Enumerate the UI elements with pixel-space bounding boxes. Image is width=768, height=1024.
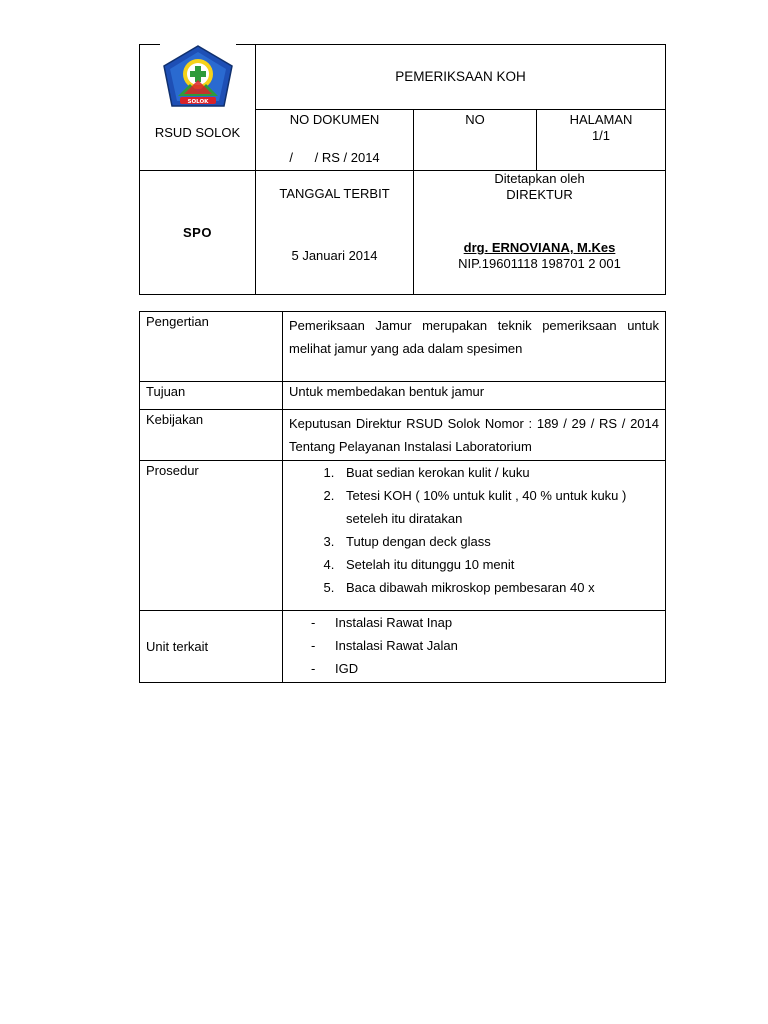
list-item [289,611,659,634]
table-row [140,410,666,461]
pengertian-label: Pengertian [140,312,283,382]
approved-by-role: DIREKTUR [506,186,573,202]
doc-number-cell [256,110,414,171]
issue-date-value: 5 Januari 2014 [291,247,378,263]
institution-name: RSUD SOLOK [154,125,241,140]
prosedur-steps [289,461,659,599]
bullet-dash: - [311,615,316,630]
kebijakan-text: Keputusan Direktur RSUD Solok Nomor : 189 / 29 / RS / 2014 Tentang Pelayanan Instalasi Laboratorium [283,410,666,461]
approval-cell [414,171,666,295]
bullet-dash: - [311,638,316,653]
table-row [140,611,666,683]
unit-name: Instalasi Rawat Jalan [335,638,458,653]
director-nip: NIP.19601118 198701 2 001 [458,255,621,271]
issue-date-label: TANGGAL TERBIT [279,186,390,201]
institution-cell [140,45,256,171]
unit-terkait-cell [283,611,666,683]
unit-name: Instalasi Rawat Inap [335,615,453,630]
document-title: PEMERIKSAAN KOH [256,45,666,110]
spo-label: SPO [140,171,256,295]
list-item [289,657,659,680]
table-row [140,461,666,611]
prosedur-step: 3. Tutup dengan deck glass [338,530,659,553]
svg-text:SOLOK: SOLOK [187,99,209,105]
approved-by-label: Ditetapkan oleh [494,171,585,186]
doc-number-label: NO DOKUMEN [289,112,380,127]
table-row [140,382,666,410]
revision-cell [414,110,537,171]
prosedur-cell [283,461,666,611]
tujuan-text: Untuk membedakan bentuk jamur [283,382,666,410]
prosedur-step: 1. Buat sedian kerokan kulit / kuku [338,461,659,484]
table-row [140,312,666,382]
kebijakan-label: Kebijakan [140,410,283,461]
doc-number-value: / / RS / 2014 [289,149,380,165]
page-value: 1/1 [591,127,611,143]
unit-name: IGD [335,661,359,676]
rsud-solok-logo [160,44,236,116]
page-label: HALAMAN [569,112,633,127]
revision-label: NO [465,112,485,127]
unit-terkait-label: Unit terkait [140,611,283,683]
tujuan-label: Tujuan [140,382,283,410]
prosedur-label: Prosedur [140,461,283,611]
prosedur-step: 5. Baca dibawah mikroskop pembesaran 40 x [338,576,659,599]
page-cell [537,110,666,171]
list-item [289,634,659,657]
director-name: drg. ERNOVIANA, M.Kes [463,240,616,256]
bullet-dash: - [311,661,316,676]
issue-date-cell [256,171,414,295]
document-header-table [139,44,666,295]
procedure-table [139,311,666,683]
unit-list [289,611,659,680]
pengertian-text: Pemeriksaan Jamur merupakan teknik pemeriksaan untuk melihat jamur yang ada dalam spesimen [283,312,666,382]
prosedur-step: 2. Tetesi KOH ( 10% untuk kulit , 40 % untuk kuku ) seteleh itu diratakan [338,484,659,530]
prosedur-step: 4. Setelah itu ditunggu 10 menit [338,553,659,576]
